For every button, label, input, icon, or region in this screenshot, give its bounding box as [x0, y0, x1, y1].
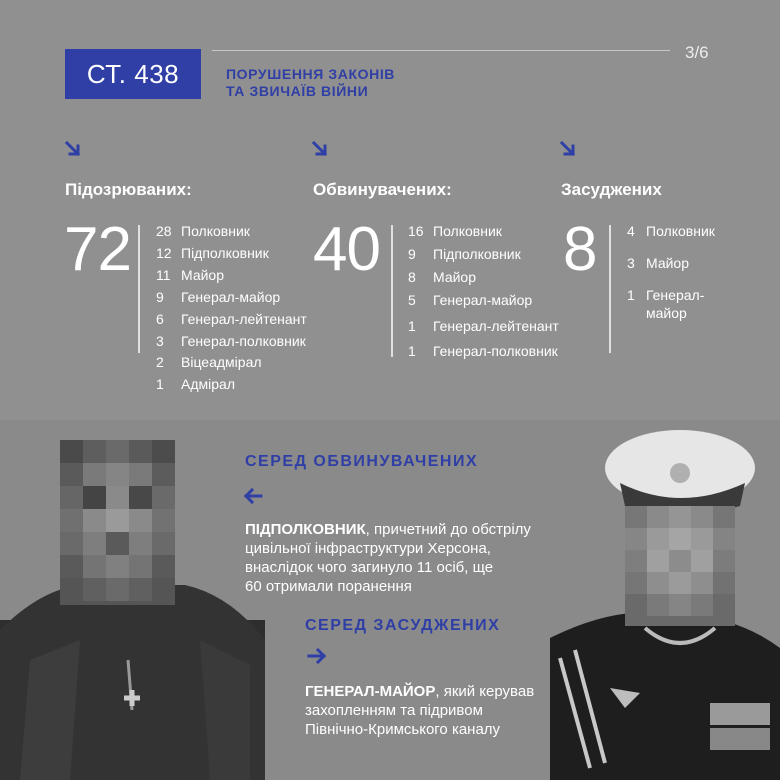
article-badge: СТ. 438	[65, 49, 201, 99]
convicted-example-rank: ГЕНЕРАЛ-МАЙОР	[305, 683, 436, 700]
convicted-example-title: СЕРЕД ЗАСУДЖЕНИХ	[305, 617, 501, 634]
convicted-list: 4 Полковник 3 Майор 1 Генерал- майор	[627, 223, 715, 321]
accused-example-text: ПІДПОЛКОВНИК, причетний до обстрілу цивільної інфраструктури Херсона, внаслідок чого загинуло 11 осіб, ще 60 отримали поранення	[245, 521, 531, 595]
accused-example-rank: ПІДПОЛКОВНИК	[245, 521, 366, 538]
suspects-list: 28 Полковник 12 Підполковник 11 Майор 9 Генерал-майор 6 Генерал-лейтенант 3 Генерал-полковник 2 Віцеадмірал 1 Адмірал	[156, 223, 307, 392]
blurred-soldier-photo	[0, 430, 265, 780]
convicted-example-text: ГЕНЕРАЛ-МАЙОР, який керував захопленням та підривом Північно-Кримського каналу	[305, 683, 535, 738]
blurred-officer-photo	[550, 418, 780, 780]
convicted-title: Засуджених	[561, 180, 662, 199]
arrow-left-icon	[243, 488, 263, 504]
subtitle-line-2: ТА ЗВИЧАЇВ ВІЙНИ	[226, 83, 369, 99]
accused-list: 16 Полковник 9 Підполковник 8 Майор 5 Генерал-майор 1 Генерал-лейтенант 1 Генерал-полковник	[408, 223, 559, 359]
arrow-down-right-icon	[64, 140, 82, 158]
suspects-total: 72	[64, 215, 131, 284]
accused-example-title: СЕРЕД ОБВИНУВАЧЕНИХ	[245, 453, 479, 470]
subtitle-line-1: ПОРУШЕННЯ ЗАКОНІВ	[226, 66, 396, 82]
article-subtitle	[226, 66, 486, 100]
accused-title: Обвинувачених:	[313, 180, 452, 199]
arrow-down-right-icon	[559, 140, 577, 158]
convicted-total: 8	[563, 215, 597, 284]
accused-divider	[391, 225, 393, 357]
convicted-divider	[609, 225, 611, 353]
page-number: 3/6	[685, 43, 709, 62]
arrow-down-right-icon	[311, 140, 329, 158]
suspects-divider	[138, 225, 140, 353]
suspects-title: Підозрюваних:	[65, 180, 192, 199]
arrow-right-icon	[307, 648, 327, 664]
accused-total: 40	[313, 215, 380, 284]
header-divider	[212, 50, 670, 51]
